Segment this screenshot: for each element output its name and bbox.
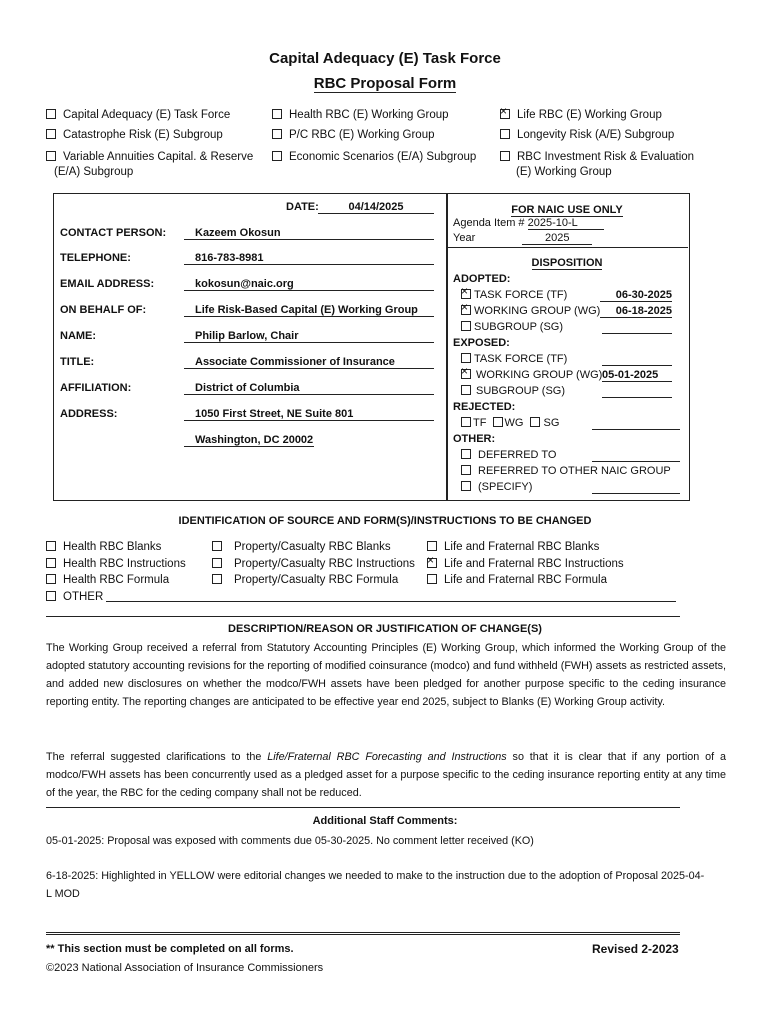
- checkbox[interactable]: [500, 129, 510, 139]
- checkbox[interactable]: [461, 449, 471, 459]
- group-option[interactable]: Health RBC (E) Working Group: [272, 108, 449, 123]
- source-option[interactable]: Health RBC Instructions: [46, 557, 186, 572]
- adopted-wg-option[interactable]: ×WORKING GROUP (WG): [461, 305, 600, 317]
- group-option[interactable]: RBC Investment Risk & Evaluation (E) Working Group: [500, 150, 694, 180]
- source-option[interactable]: Life and Fraternal RBC Blanks: [427, 540, 599, 555]
- source-option-other[interactable]: OTHER: [46, 590, 103, 605]
- adopted-tf-option[interactable]: ×TASK FORCE (TF): [461, 289, 567, 301]
- checkbox[interactable]: [272, 151, 282, 161]
- address-line-2-field[interactable]: Washington, DC 20002: [184, 434, 314, 447]
- description-paragraph-2: The referral suggested clarifications to the Life/Fraternal RBC Forecasting and Instructions so that it is clear that if any portion of a modco/FWH assets has been concurrently used as a pledged asset for a purpose specific to the ceding insurance reporting entity at any time of the year, the RBC for the ceding company shall not be reduced.: [46, 751, 726, 799]
- group-option[interactable]: Catastrophe Risk (E) Subgroup: [46, 128, 223, 143]
- divider: [446, 247, 688, 248]
- affiliation-field[interactable]: District of Columbia: [184, 382, 434, 395]
- divider: [46, 932, 680, 935]
- checkbox[interactable]: [46, 574, 56, 584]
- source-option[interactable]: Health RBC Blanks: [46, 540, 161, 555]
- group-option[interactable]: Variable Annuities Capital. & Reserve (E/A) Subgroup: [46, 150, 253, 180]
- staff-comment-1: 05-01-2025: Proposal was exposed with comments due 05-30-2025. No comment letter received (KO): [46, 835, 534, 847]
- description-heading: DESCRIPTION/REASON OR JUSTIFICATION OF CHANGE(S): [228, 623, 542, 635]
- exposed-tf-option[interactable]: TASK FORCE (TF): [461, 353, 567, 365]
- checkbox-checked[interactable]: [500, 109, 510, 119]
- checkbox[interactable]: [461, 417, 471, 427]
- checkbox[interactable]: [272, 109, 282, 119]
- checkbox[interactable]: [212, 558, 222, 568]
- group-option[interactable]: Capital Adequacy (E) Task Force: [46, 108, 230, 123]
- email-field[interactable]: kokosun@naic.org: [184, 278, 434, 291]
- adopted-tf-date[interactable]: 06-30-2025: [600, 289, 672, 302]
- form-subtitle: RBC Proposal Form: [313, 75, 457, 92]
- other-field[interactable]: [106, 601, 676, 602]
- checkbox[interactable]: [46, 541, 56, 551]
- checkbox[interactable]: [46, 129, 56, 139]
- blank-line[interactable]: [602, 365, 672, 366]
- adopted-sg-option[interactable]: SUBGROUP (SG): [461, 321, 563, 333]
- disposition-heading: DISPOSITION: [531, 257, 603, 269]
- checkbox[interactable]: [46, 151, 56, 161]
- checkbox-checked[interactable]: [427, 558, 437, 568]
- blank-line[interactable]: [602, 333, 672, 334]
- group-option[interactable]: Economic Scenarios (E/A) Subgroup: [272, 150, 476, 165]
- source-option[interactable]: Property/Casualty RBC Instructions: [212, 557, 415, 572]
- checkbox[interactable]: [427, 574, 437, 584]
- revised-label: Revised 2-2023: [592, 942, 679, 956]
- contact-person-field[interactable]: Kazeem Okosun: [184, 227, 434, 240]
- group-option[interactable]: × Life RBC (E) Working Group: [500, 108, 662, 123]
- checkbox[interactable]: [461, 465, 471, 475]
- checkbox-checked[interactable]: [461, 289, 471, 299]
- checkbox[interactable]: [500, 151, 510, 161]
- on-behalf-field[interactable]: Life Risk-Based Capital (E) Working Group: [184, 304, 434, 317]
- telephone-field[interactable]: 816-783-8981: [184, 252, 434, 265]
- copyright: ©2023 National Association of Insurance Commissioners: [46, 962, 324, 974]
- checkbox[interactable]: [530, 417, 540, 427]
- source-option[interactable]: Life and Fraternal RBC Formula: [427, 573, 607, 588]
- deferred-option[interactable]: DEFERRED TO: [461, 449, 556, 461]
- source-option[interactable]: Health RBC Formula: [46, 573, 169, 588]
- checkbox[interactable]: [461, 353, 471, 363]
- exposed-sg-option[interactable]: SUBGROUP (SG): [461, 385, 565, 397]
- source-option[interactable]: Property/Casualty RBC Formula: [212, 573, 398, 588]
- specify-option[interactable]: (SPECIFY): [461, 481, 532, 493]
- referred-option[interactable]: REFERRED TO OTHER NAIC GROUP: [461, 465, 671, 477]
- naic-heading: FOR NAIC USE ONLY: [511, 204, 623, 216]
- identification-heading: IDENTIFICATION OF SOURCE AND FORM(S)/INSTRUCTIONS TO BE CHANGED: [178, 515, 592, 527]
- divider: [46, 807, 680, 808]
- group-option[interactable]: P/C RBC (E) Working Group: [272, 128, 435, 143]
- checkbox[interactable]: [461, 321, 471, 331]
- footer-note: ** This section must be completed on all forms.: [46, 943, 294, 955]
- source-option[interactable]: × Life and Fraternal RBC Instructions: [427, 557, 624, 572]
- year-field[interactable]: 2025: [522, 232, 592, 245]
- checkbox-checked[interactable]: [461, 369, 471, 379]
- checkbox[interactable]: [493, 417, 503, 427]
- name-field[interactable]: Philip Barlow, Chair: [184, 330, 434, 343]
- staff-comment-2: 6-18-2025: Highlighted in YELLOW were editorial changes we needed to make to the instruction due to the adoption of Proposal 2025-04-L MOD: [46, 870, 705, 900]
- checkbox[interactable]: [461, 481, 471, 491]
- blank-line[interactable]: [602, 397, 672, 398]
- address-line-1-field[interactable]: 1050 First Street, NE Suite 801: [184, 408, 434, 421]
- source-option[interactable]: Property/Casualty RBC Blanks: [212, 540, 391, 555]
- description-paragraph-1: The Working Group received a referral from Statutory Accounting Principles (E) Working Group, which informed the Working Group of the adopted statutory accounting revisions for the reporting of modified coinsurance (modco) and fund withheld (FWH) assets as restricted assets, and added new disclosures on whether the modco/FWH assets have been pledged for another purpose specific to the ceding insurance reporting entity. The reporting changes are anticipated to be effective year end 2025, subject to Blanks (E) Working Group activity.: [46, 642, 726, 708]
- checkbox[interactable]: [212, 574, 222, 584]
- title-field[interactable]: Associate Commissioner of Insurance: [184, 356, 434, 369]
- divider: [46, 616, 680, 617]
- staff-comments-heading: Additional Staff Comments:: [312, 815, 458, 827]
- checkbox[interactable]: [427, 541, 437, 551]
- checkbox[interactable]: [46, 109, 56, 119]
- checkbox[interactable]: [461, 385, 471, 395]
- blank-line[interactable]: [592, 429, 680, 430]
- group-option[interactable]: Longevity Risk (A/E) Subgroup: [500, 128, 674, 143]
- checkbox[interactable]: [212, 541, 222, 551]
- rejected-options[interactable]: TF WG SG: [461, 417, 559, 429]
- blank-line[interactable]: [592, 461, 680, 462]
- checkbox-checked[interactable]: [461, 305, 471, 315]
- checkbox[interactable]: [46, 558, 56, 568]
- date-field[interactable]: 04/14/2025: [318, 201, 434, 214]
- exposed-wg-option[interactable]: ×WORKING GROUP (WG): [461, 369, 602, 381]
- form-title: Capital Adequacy (E) Task Force: [269, 50, 501, 67]
- exposed-wg-date[interactable]: 05-01-2025: [602, 369, 672, 382]
- blank-line[interactable]: [592, 493, 680, 494]
- agenda-item-field[interactable]: 2025-10-L: [528, 217, 604, 230]
- checkbox[interactable]: [46, 591, 56, 601]
- checkbox[interactable]: [272, 129, 282, 139]
- adopted-wg-date[interactable]: 06-18-2025: [600, 305, 672, 318]
